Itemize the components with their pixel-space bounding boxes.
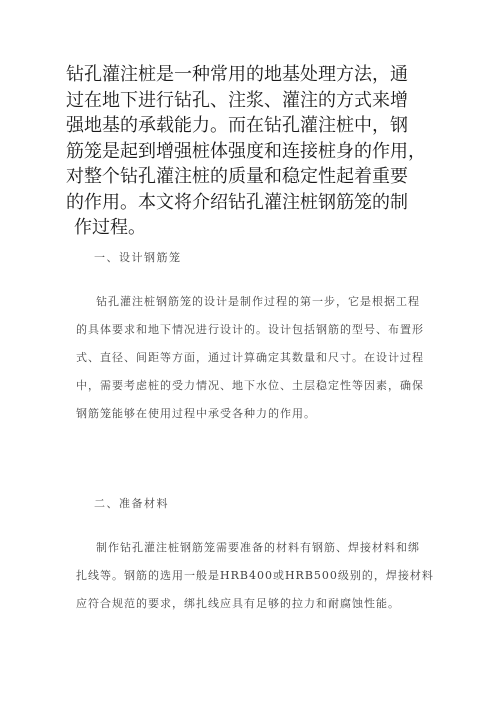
intro-line: 作过程。 <box>74 217 146 238</box>
paragraph-line: 应符合规范的要求，绑扎线应具有足够的拉力和耐腐蚀性能。 <box>76 597 400 610</box>
paragraph-line: 扎线等。钢筋的选用一般是HRB400或HRB500级别的，焊接材料 <box>76 569 434 582</box>
intro-line: 对整个钻孔灌注桩的质量和稳定性起着重要 <box>66 166 408 187</box>
section-paragraph <box>76 534 448 618</box>
paragraph-line: 制作钻孔灌注桩钢筋笼需要准备的材料有钢筋、焊接材料和绑 <box>96 541 420 554</box>
intro-line: 过在地下进行钻孔、注浆、灌注的方式来增 <box>66 89 408 111</box>
section-paragraph <box>76 288 448 428</box>
intro-line: 的作用。本文将介绍钻孔灌注桩钢筋笼的制 <box>66 191 408 213</box>
section-2 <box>76 495 448 618</box>
intro-line: 钻孔灌注桩是一种常用的地基处理方法，通 <box>66 64 408 85</box>
intro-line: 筋笼是起到增强桩体强度和连接桩身的作用， <box>66 140 426 162</box>
paragraph-line: 钻孔灌注桩钢筋笼的设计是制作过程的第一步，它是根据工程 <box>96 295 420 308</box>
paragraph-line: 中，需要考虑桩的受力情况、地下水位、土层稳定性等因素，确保 <box>76 379 424 392</box>
intro-paragraph <box>66 62 446 241</box>
paragraph-line: 的具体要求和地下情况进行设计的。设计包括钢筋的型号、布置形 <box>76 323 424 336</box>
intro-line: 强地基的承载能力。而在钻孔灌注桩中，钢 <box>66 115 408 136</box>
section-heading: 二、准备材料 <box>94 497 169 510</box>
section-heading: 一、设计钢筋笼 <box>94 251 182 264</box>
paragraph-line: 钢筋笼能够在使用过程中承受各种力的作用。 <box>76 407 316 420</box>
paragraph-line: 式、直径、间距等方面，通过计算确定其数量和尺寸。在设计过程 <box>76 351 424 364</box>
section-1 <box>76 249 448 428</box>
